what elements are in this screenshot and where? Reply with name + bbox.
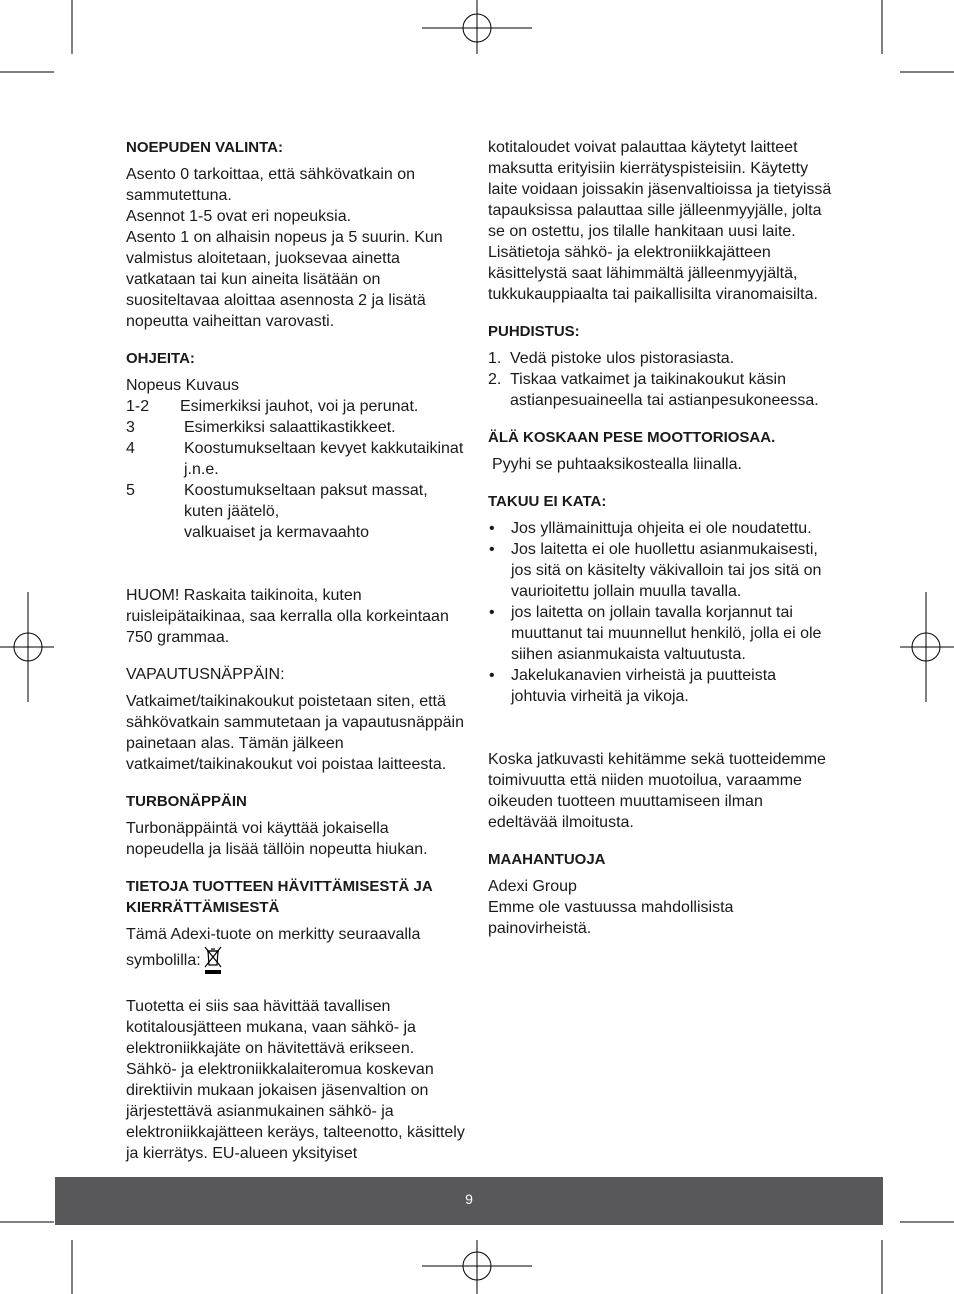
exclusion-text: Jos yllämainittuja ohjeita ei ole noudatettu. <box>511 520 812 537</box>
step-text: Vedä pistoke ulos pistorasiasta. <box>510 350 735 367</box>
section-heading-ohjeita: OHJEITA: <box>126 350 195 367</box>
vapautus-text: Vatkaimet/taikinakoukut poistetaan siten, että sähkövatkain sammutetaan ja vapautusnäppäin painetaan alas. Tämän jälkeen vatkaimet/taikinakoukut voi poistaa laitteesta. <box>126 693 464 773</box>
speed-row <box>126 438 466 480</box>
weee-crossed-bin-icon <box>203 945 223 975</box>
section-heading-takuu: TAKUU EI KATA: <box>488 493 607 510</box>
list-item <box>488 348 833 369</box>
speed-value: 3 <box>126 419 135 436</box>
tietoja-continued: kotitaloudet voivat palauttaa käytetyt laitteet maksutta erityisiin kierrätyspisteisiin. Käytetty laite voidaan joissakin jäsenvaltioissa ja tietyissä tapauksissa palauttaa sille jälleenmyyjälle, jolta se on ostettu, jos tilalle hankitaan uusi laite. Lisätietoja sähkö- ja elektroniikkajätteen käsittelystä saat lähimmältä jälleenmyyjältä, tukkukauppiaalta tai paikallisilta viranomaisilta. <box>488 139 832 303</box>
importer-text: Emme ole vastuussa mahdollisista painovirheistä. <box>488 899 734 937</box>
section-heading-maahantuoja: MAAHANTUOJA <box>488 851 606 868</box>
tietoja-intro <box>126 924 466 975</box>
section-heading-puhdistus: PUHDISTUS: <box>488 323 580 340</box>
left-column <box>126 137 466 1164</box>
ala-text: Pyyhi se puhtaaksikostealla liinalla. <box>492 456 742 473</box>
exclusion-text: Jos laitetta ei ole huollettu asianmukaisesti, jos sitä on käsitelty väkivalloin tai jos sitä on vaurioitettu jollain muulla tavalla. <box>511 541 822 600</box>
noepuden-line-3: Asento 1 on alhaisin nopeus ja 5 suurin. Kun valmistus aloitetaan, juoksevaa ainetta vatkataan tai kun aineita lisätään on suositeltavaa aloittaa asennosta 2 ja lisätä nopeutta vaiheittan varovasti. <box>126 229 443 330</box>
noepuden-line-1: Asento 0 tarkoittaa, että sähkövatkain on sammutettuna. <box>126 166 416 204</box>
bullet: • <box>489 667 495 684</box>
list-item <box>488 539 833 602</box>
step-text: Tiskaa vatkaimet ja taikinakoukut käsin astianpesuaineella tai astianpesukoneessa. <box>510 371 819 409</box>
speed-description: Koostumukseltaan kevyet kakkutaikinat j.n.e. <box>184 440 464 478</box>
speed-row <box>126 417 466 438</box>
list-item <box>488 369 833 411</box>
speed-table-header: Nopeus Kuvaus <box>126 377 239 394</box>
speed-value: 1-2 <box>126 398 150 415</box>
section-heading-ala: ÄLÄ KOSKAAN PESE MOOTTORIOSAA. <box>488 429 776 446</box>
speed-row <box>126 396 466 417</box>
huom-note: HUOM! Raskaita taikinoita, kuten ruisleipätaikinaa, saa kerralla olla korkeintaan 750 grammaa. <box>126 587 449 646</box>
turbo-text: Turbonäppäintä voi käyttää jokaisella nopeudella ja lisää tällöin nopeutta hiukan. <box>126 820 428 858</box>
tietoja-text: Tuotetta ei siis saa hävittää tavallisen kotitalousjätteen mukana, vaan sähkö- ja elektroniikkajäte on hävitettävä erikseen. Sähkö- ja elektroniikkalaiteromua koskevan direktiivin mukaan jokaisen jäsenvaltion on järjestettävä asianmukainen sähkö- ja elektroniikkajätteen keräys, talteenotto, käsittely ja kierrätys. EU-alueen yksityiset <box>126 998 465 1162</box>
speed-value: 4 <box>126 440 135 457</box>
section-heading-tietoja: TIETOJA TUOTTEEN HÄVITTÄMISESTÄ JA KIERRÄTTÄMISESTÄ <box>126 878 433 916</box>
speed-row <box>126 480 466 543</box>
speed-description: Esimerkiksi jauhot, voi ja perunat. <box>180 398 419 415</box>
tietoja-intro-text: Tämä Adexi-tuote on merkitty seuraavalla symbolilla: <box>126 926 421 969</box>
bullet: • <box>489 541 495 558</box>
warranty-exclusions <box>488 518 833 707</box>
exclusion-text: jos laitetta on jollain tavalla korjannut tai muuttanut tai muunnellut henkilö, jolla ei ole siihen asianmukaista valtuutusta. <box>511 604 822 663</box>
speed-description-continued: valkuaiset ja kermavaahto <box>184 524 369 541</box>
page-number: 9 <box>465 1191 473 1207</box>
importer-company: Adexi Group <box>488 878 577 895</box>
bullet: • <box>489 604 495 621</box>
bullet: • <box>489 520 495 537</box>
speed-value: 5 <box>126 482 135 499</box>
list-item <box>488 518 833 539</box>
step-number: 2. <box>488 371 502 388</box>
list-item <box>488 602 833 665</box>
section-heading-noepuden: NOEPUDEN VALINTA: <box>126 139 283 156</box>
right-column <box>488 137 833 939</box>
exclusion-text: Jakelukanavien virheistä ja puutteista johtuvia virheitä ja vikoja. <box>511 667 777 705</box>
speed-description: Koostumukseltaan paksut massat, kuten jäätelö, <box>184 482 428 520</box>
noepuden-line-2: Asennot 1-5 ovat eri nopeuksia. <box>126 208 352 225</box>
speed-description: Esimerkiksi salaattikastikkeet. <box>184 419 396 436</box>
section-heading-vapautus: VAPAUTUSNÄPPÄIN: <box>126 666 285 683</box>
koska-text: Koska jatkuvasti kehitämme sekä tuotteidemme toimivuutta että niiden muotoilua, varaamme oikeuden tuotteen muuttamiseen ilman edeltävää ilmoitusta. <box>488 751 826 831</box>
section-heading-turbo: TURBONÄPPÄIN <box>126 793 247 810</box>
footer-bar <box>55 1177 883 1225</box>
list-item <box>488 665 833 707</box>
cleaning-steps <box>488 348 833 411</box>
step-number: 1. <box>488 350 502 367</box>
